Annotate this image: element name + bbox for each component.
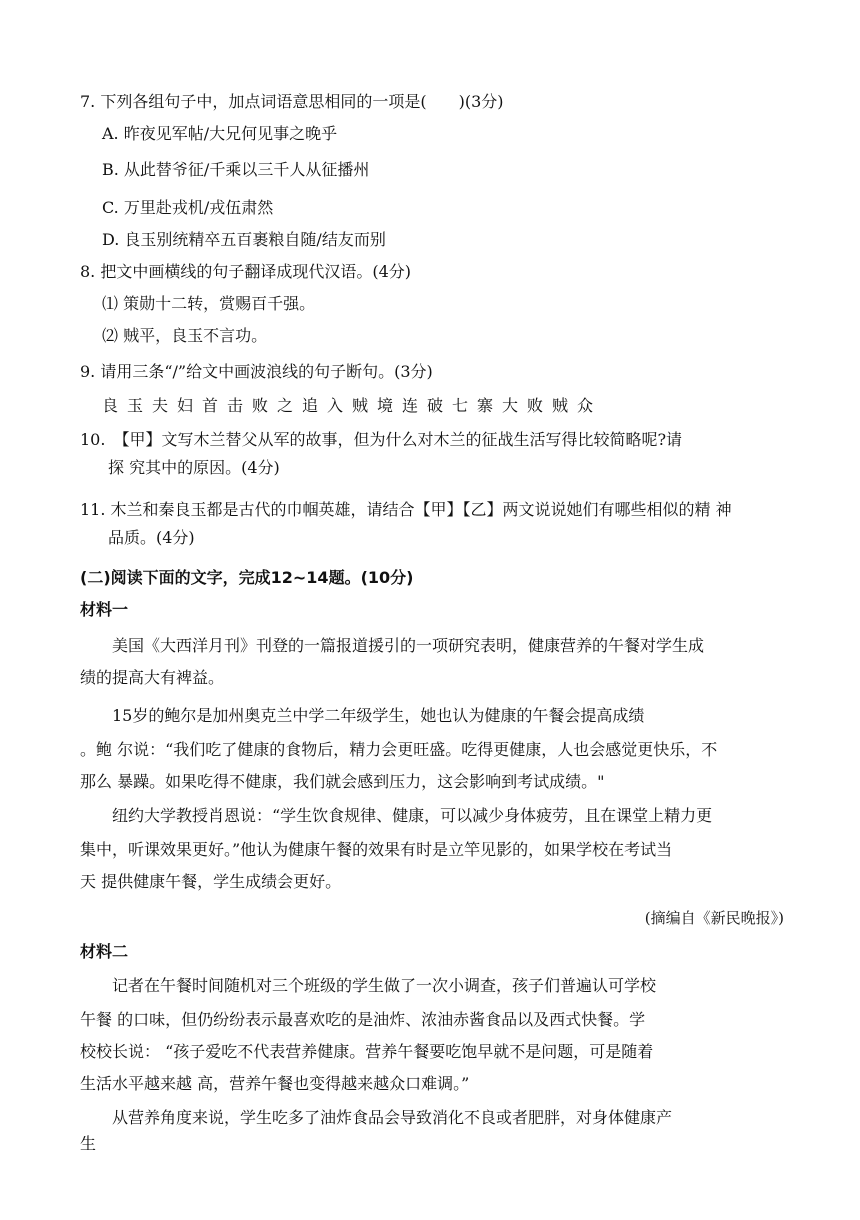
- material-1-p2-line-1: 15岁的鲍尔是加州奥克兰中学二年级学生，她也认为健康的午餐会提高成绩: [112, 706, 645, 725]
- question-9-text: 良玉夫妇首击败之追入贼境连破七寨大败贼众: [102, 396, 603, 415]
- question-11-line-1: 11. 木兰和秦良玉都是古代的巾帼英雄，请结合【甲】【乙】两文说说她们有哪些相似的精 神: [80, 500, 732, 519]
- material-1-source: (摘编自《新民晚报》): [644, 909, 784, 927]
- material-1-p1-line-1: 美国《大西洋月刊》刊登的一篇报道援引的一项研究表明，健康营养的午餐对学生成: [112, 636, 705, 655]
- question-7-option-c: C. 万里赴戎机/戎伍肃然: [102, 198, 274, 217]
- material-2-p2-line-1: 从营养角度来说，学生吃多了油炸食品会导致消化不良或者肥胖，对身体健康产: [112, 1108, 673, 1127]
- material-1-p2-line-3: 那么 暴躁。如果吃得不健康，我们就会感到压力，这会影响到考试成绩。": [80, 772, 605, 791]
- material-2-p1-line-3: 校校长说： “孩子爱吃不代表营养健康。营养午餐要吃饱早就不是问题，可是随着: [80, 1042, 654, 1061]
- material-1-p3-line-1: 纽约大学教授肖恩说：“学生饮食规律、健康，可以减少身体疲劳，且在课堂上精力更: [112, 806, 713, 825]
- material-1-p1-line-2: 绩的提高大有裨益。: [80, 668, 225, 687]
- question-7-stem: 7. 下列各组句子中，加点词语意思相同的一项是( )(3分): [80, 92, 504, 111]
- material-2-p1-line-1: 记者在午餐时间随机对三个班级的学生做了一次小调查，孩子们普遍认可学校: [112, 976, 657, 995]
- material-1-p3-line-3: 天 提供健康午餐，学生成绩会更好。: [80, 872, 342, 891]
- material-2-p2-line-2: 生: [80, 1134, 97, 1153]
- question-10-line-2: 探 究其中的原因。(4分): [108, 458, 280, 477]
- question-11-line-2: 品质。(4分): [108, 528, 195, 547]
- question-7-option-b: B. 从此替爷征/千乘以三千人从征播州: [102, 160, 370, 179]
- question-8-sentence-1: ⑴ 策勋十二转，赏赐百千强。: [102, 294, 316, 313]
- material-2-p1-line-4: 生活水平越来越 高，营养午餐也变得越来越众口难调。”: [80, 1074, 470, 1093]
- material-2-p1-line-2: 午餐 的口味，但仍纷纷表示最喜欢吃的是油炸、浓油赤酱食品以及西式快餐。学: [80, 1010, 646, 1029]
- material-1-title: 材料一: [80, 600, 129, 619]
- section-2-heading: (二)阅读下面的文字，完成12~14题。(10分): [80, 568, 414, 587]
- material-1-p2-line-2: 。鲍 尔说：“我们吃了健康的食物后，精力会更旺盛。吃得更健康，人也会感觉更快乐，不: [80, 740, 718, 759]
- material-1-p3-line-2: 集中，听课效果更好。”他认为健康午餐的效果有时是立竿见影的，如果学校在考试当: [80, 840, 673, 859]
- question-10-line-1: 10. 【甲】文写木兰替父从军的故事，但为什么对木兰的征战生活写得比较简略呢?请: [80, 430, 683, 449]
- question-7-option-a: A. 昨夜见军帖/大兄何见事之晚乎: [102, 124, 338, 143]
- question-9-stem: 9. 请用三条“/”给文中画波浪线的句子断句。(3分): [80, 362, 433, 381]
- question-8-sentence-2: ⑵ 贼平，良玉不言功。: [102, 326, 268, 345]
- material-2-title: 材料二: [80, 942, 129, 961]
- question-7-option-d: D. 良玉别统精卒五百裹粮自随/结友而别: [102, 230, 386, 249]
- question-8-stem: 8. 把文中画横线的句子翻译成现代汉语。(4分): [80, 262, 412, 281]
